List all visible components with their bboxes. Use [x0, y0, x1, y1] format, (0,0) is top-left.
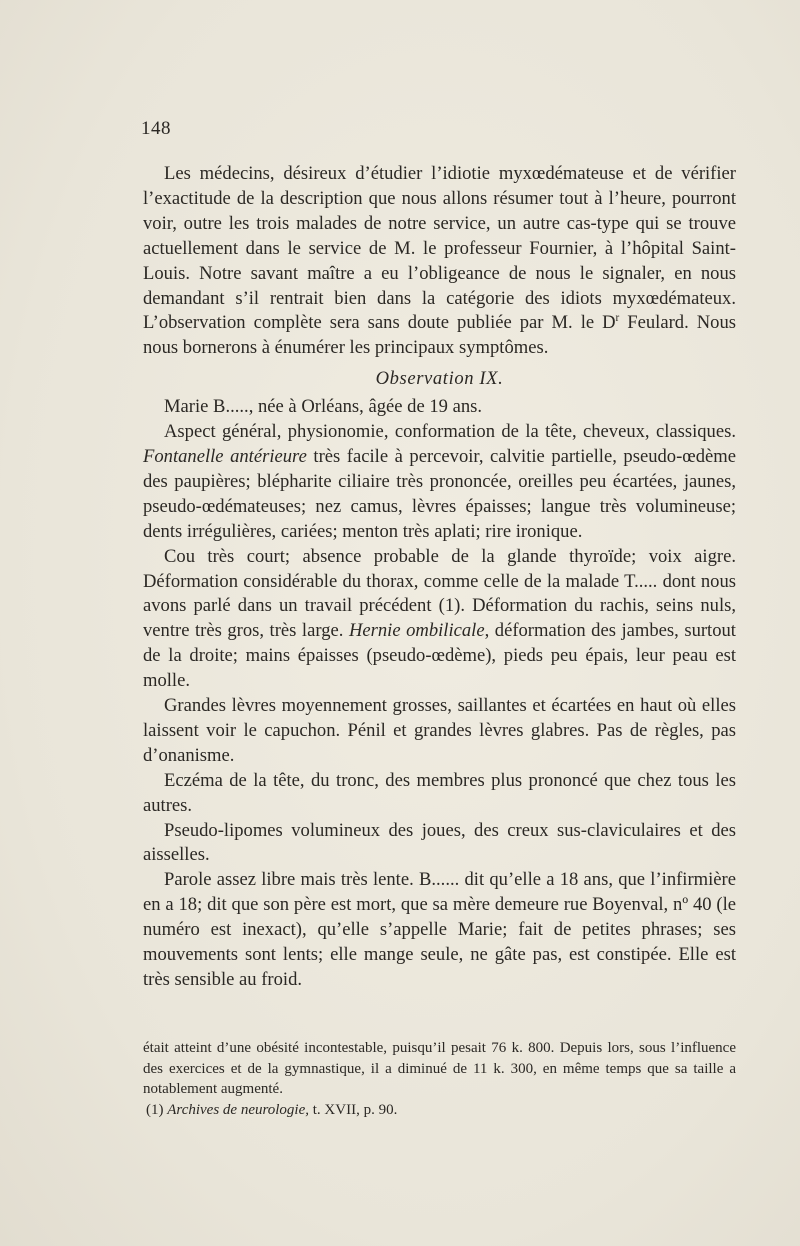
- cou-text-end: , déformation des jambes, surtout de la droite; mains épaisses (pseudo-œdème), pieds peu épais, leur peau est molle.: [143, 620, 736, 692]
- paragraph-aspect: [143, 420, 736, 545]
- paragraph-eczema: Eczéma de la tête, du tronc, des membres plus prononcé que chez tous les autres.: [143, 769, 736, 816]
- paragraph-intro: [143, 162, 736, 361]
- paragraph-parole: Parole assez libre mais très lente. B...... dit qu’elle a 18 ans, que l’infirmière en a 18; dit que son père est mort, que sa mère demeure rue Boyenval, nº 40 (le numéro est inexact), qu’elle s’appelle Marie; fait de petites phrases; ses mouvements sont lents; elle mange seule, ne gâte pas, est constipée. Elle est très sensible au froid.: [143, 869, 736, 990]
- footnote-reference: t. XVII, p. 90.: [309, 1101, 398, 1118]
- main-text: [143, 162, 736, 993]
- aspect-italic: Fontanelle antérieure: [143, 445, 307, 467]
- aspect-text: Aspect général, physionomie, conformation de la tête, cheveux, classiques.: [164, 421, 736, 443]
- observation-heading: Observation IX.: [375, 368, 504, 390]
- footnote-journal: Archives de neurologie,: [167, 1101, 310, 1118]
- paragraph-lipomes: Pseudo-lipomes volumineux des joues, des creux sus-claviculaires et des aisselles.: [143, 819, 736, 866]
- footnote-continuation: était atteint d’une obésité incontestable, puisqu’il pesait 76 k. 800. Depuis lors, sous l’influence des exercices et de la gymnastique, il a diminué de 11 k. 300, en même temps que sa taille a notablement augmenté.: [143, 1040, 736, 1098]
- intro-text-end: Feulard. Nous nous bornerons à énumérer les principaux symptômes.: [143, 312, 736, 359]
- paragraph-cou: [143, 545, 736, 694]
- intro-text: Les médecins, désireux d’étudier l’idiotie myxœdémateuse et de vérifier l’exactitude de la description que nous allons résumer tout à l’heure, pourront voir, outre les trois malades de notre service, un autre cas-type qui se trouve actuellement dans le service de M. le professeur Fournier, à l’hôpital Saint-Louis. Notre savant maître a eu l’obligeance de nous le signaler, en nous demandant s’il rentrait bien dans la catégorie des idiots myxœdémateux. L’observation complète sera sans doute publiée par M. le D: [143, 163, 736, 334]
- intro-superscript: r: [615, 312, 620, 325]
- cou-italic: Hernie ombilicale: [348, 620, 485, 642]
- paragraph-levres: Grandes lèvres moyennement grosses, saillantes et écartées en haut où elles laissent voir le capuchon. Pénil et grandes lèvres glabres. Pas de règles, pas d’onanisme.: [143, 695, 736, 766]
- cou-text: Cou très court; absence probable de la glande thyroïde; voix aigre. Déformation considérable du thorax, comme celle de la malade T..... dont nous avons parlé dans un travail précédent (1). Déformation du rachis, seins nuls, ventre très gros, très large.: [143, 545, 736, 642]
- footnote-number: (1): [146, 1101, 168, 1118]
- footnote-1: [143, 1100, 736, 1121]
- paragraph-patient: Marie B....., née à Orléans, âgée de 19 ans.: [164, 396, 483, 418]
- page-number: 148: [141, 118, 171, 139]
- aspect-text-end: très facile à percevoir, calvitie partielle, pseudo-œdème des paupières; blépharite ciliaire très prononcée, oreilles peu écartées, jaunes, pseudo-œdémateuses; nez camus, lèvres épaisses; langue très volumineuse; dents irrégulières, cariées; menton très aplati; rire ironique.: [143, 445, 736, 542]
- footnotes: [143, 1038, 736, 1120]
